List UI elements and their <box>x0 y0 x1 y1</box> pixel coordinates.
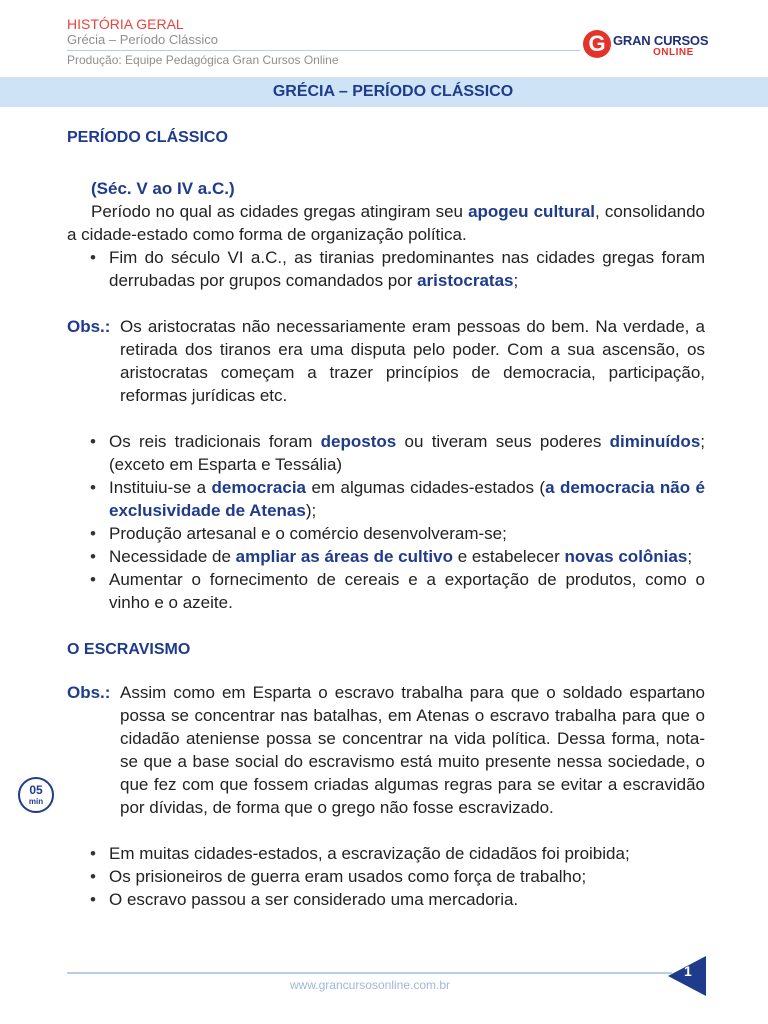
footer-divider <box>67 972 672 974</box>
section-subheading: (Séc. V ao IV a.C.) <box>91 179 235 198</box>
list-item: • Aumentar o fornecimento de cereais e a exportação de produtos, como o vinho e o azeite. <box>109 568 705 614</box>
header-divider <box>67 50 580 51</box>
page-header <box>67 16 339 68</box>
obs-label: Obs.: <box>67 683 111 702</box>
obs-label: Obs.: <box>67 317 111 336</box>
obs-text: Assim como em Esparta o escravo trabalha para que o soldado espartano possa se concentrar nas batalhas, em Atenas o escravo trabalha para que o cidadão ateniense possa se concentrar na vida política. Dessa forma, nota-se que a base social do escravismo está muito presente nessa sociedade, o que fez com que fossem criadas algumas regras para se evitar a escravidão por dívidas, de forma que o grego não fosse escravizado. <box>120 683 705 817</box>
section-heading-escravismo: O ESCRAVISMO <box>67 641 191 658</box>
logo-line1: GRAN CURSOS <box>613 33 709 48</box>
timer-unit: min <box>28 797 44 806</box>
timer-number: 05 <box>29 783 43 797</box>
header-production: Produção: Equipe Pedagógica Gran Cursos Online <box>67 53 339 67</box>
list-item: • Instituiu-se a democracia em algumas cidades-estados (a democracia não é exclusividade de Atenas); <box>109 476 705 522</box>
obs-block-1 <box>67 315 705 407</box>
logo-line2: ONLINE <box>653 47 694 58</box>
header-topic: Grécia – Período Clássico <box>67 32 219 47</box>
bullet-list-1 <box>67 246 705 292</box>
highlight-apogeu: apogeu cultural <box>468 202 596 221</box>
footer-url[interactable]: www.grancursosonline.com.br <box>289 978 451 992</box>
title-banner: GRÉCIA – PERÍODO CLÁSSICO <box>0 77 768 107</box>
bullet-list-3 <box>67 842 705 911</box>
intro-paragraph: Período no qual as cidades gregas atingiram seu apogeu cultural, consolidando a cidade-estado como forma de organização política. <box>67 202 706 244</box>
main-content <box>67 126 705 911</box>
list-item: • Os reis tradicionais foram depostos ou tiveram seus poderes diminuídos; (exceto em Esparta e Tessália) <box>109 430 705 476</box>
bullet-list-2 <box>67 430 705 614</box>
list-item: • Necessidade de ampliar as áreas de cultivo e estabelecer novas colônias; <box>109 545 705 568</box>
gran-cursos-logo <box>583 30 713 62</box>
timer-badge <box>18 777 54 813</box>
list-item: • Em muitas cidades-estados, a escravização de cidadãos foi proibida; <box>109 842 705 865</box>
section-heading-periodo-classico: PERÍODO CLÁSSICO <box>67 129 228 146</box>
obs-block-2 <box>67 681 705 819</box>
obs-text: Os aristocratas não necessariamente eram pessoas do bem. Na verdade, a retirada dos tiranos era uma disputa pelo poder. Com a sua ascensão, os aristocratas começam a trazer princípios de democracia, participação, reformas jurídicas etc. <box>120 317 705 405</box>
list-item: • Produção artesanal e o comércio desenvolveram-se; <box>109 522 705 545</box>
list-item: • Os prisioneiros de guerra eram usados como força de trabalho; <box>109 865 705 888</box>
list-item: • O escravo passou a ser considerado uma mercadoria. <box>109 888 705 911</box>
page-number: 1 <box>684 963 692 979</box>
logo-g-icon: G <box>583 30 611 58</box>
header-subject: HISTÓRIA GERAL <box>67 16 184 32</box>
list-item: • Fim do século VI a.C., as tiranias predominantes nas cidades gregas foram derrubadas por grupos comandados por aristocratas; <box>109 246 705 292</box>
